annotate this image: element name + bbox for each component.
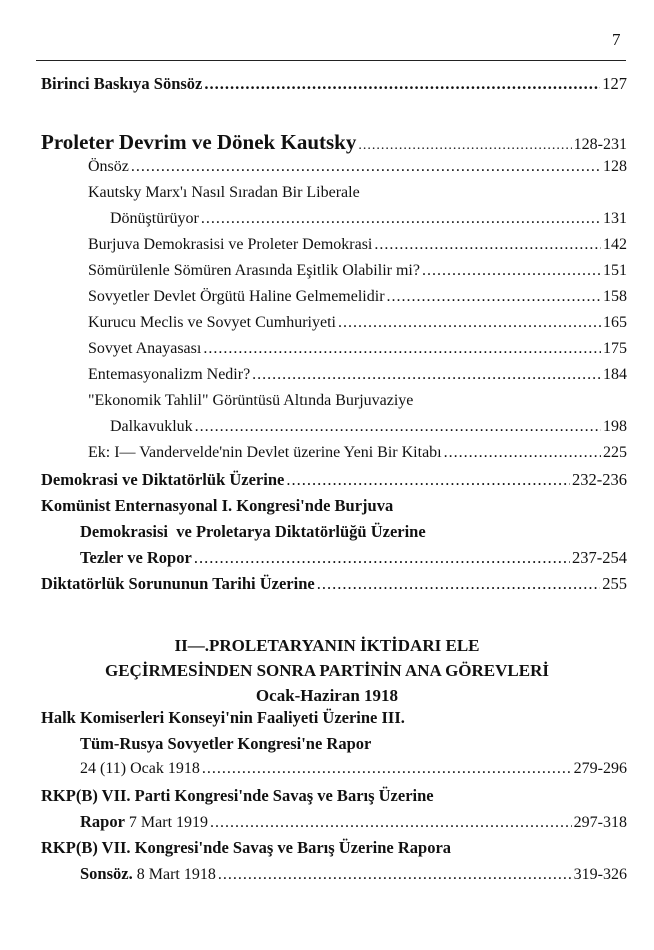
toc-entry-page: 255 [602, 574, 627, 593]
section-heading-line: GEÇİRMESİNDEN SONRA PARTİNİN ANA GÖREVLERİ [105, 661, 549, 680]
toc-entry-title-line: RKP(B) VII. Kongresi'nde Savaş ve Barış Üzerine Rapora [41, 838, 452, 857]
dot-leader [201, 210, 601, 228]
toc-entry-title: Burjuva Demokrasisi ve Proleter Demokrasi [88, 236, 373, 253]
header-rule [36, 60, 626, 61]
toc-entry [0, 864, 654, 890]
toc-entry-page: 279-296 [573, 760, 627, 777]
toc-entry-title: Önsöz [88, 158, 129, 175]
dot-leader [210, 814, 572, 832]
toc-entry-title: Proleter Devrim ve Dönek Kautsky [41, 130, 357, 154]
toc-entry-page: 184 [603, 366, 627, 383]
toc-entry-page: 151 [603, 262, 627, 279]
toc-entry [0, 236, 654, 262]
toc-entry-page: 127 [602, 74, 627, 93]
dot-leader [252, 366, 601, 384]
dot-leader [202, 760, 572, 778]
toc-entry-page: 165 [603, 314, 627, 331]
dot-leader [387, 288, 601, 306]
toc-entry-page: 175 [603, 340, 627, 357]
dot-leader [203, 340, 601, 358]
toc-entry-page: 232-236 [572, 470, 627, 489]
toc-entry-title: Ek: I— Vandervelde'nin Devlet üzerine Yeni Bir Kitabı [88, 444, 442, 461]
dot-leader [286, 470, 570, 490]
toc-entry-title: Diktatörlük Sorununun Tarihi Üzerine [41, 574, 315, 593]
toc-entry-title-bold: Rapor [80, 812, 125, 831]
section-heading-date: Ocak-Haziran 1918 [255, 686, 399, 705]
toc-entry-page: 297-318 [573, 814, 627, 831]
toc-entry [0, 130, 654, 158]
toc-entry [0, 340, 654, 366]
toc-entry-title-line: Kautsky Marx'ı Nasıl Sıradan Bir Liberale [88, 184, 360, 201]
toc-entry [0, 760, 654, 786]
toc-entry [0, 548, 654, 574]
page-number: 7 [612, 30, 621, 49]
toc-entry-title [80, 864, 216, 884]
toc-entry-title-line: Halk Komiserleri Konseyi'nin Faaliyeti Üzerine III. [41, 708, 405, 727]
toc-entry [0, 470, 654, 496]
section-heading [0, 633, 654, 708]
toc-entry-title: Sömürülenle Sömüren Arasında Eşitlik Olabilir mi? [88, 262, 420, 279]
toc-entry [0, 314, 654, 340]
dot-leader [338, 314, 601, 332]
toc-entry-page: 128-231 [573, 136, 627, 153]
toc-entry-title: Sovyetler Devlet Örgütü Haline Gelmemelidir [88, 288, 385, 305]
dot-leader [195, 418, 601, 436]
toc-entry-page: 237-254 [572, 548, 627, 567]
toc-entry [0, 262, 654, 288]
toc-entry-page: 319-326 [573, 866, 627, 883]
toc-entry-page: 131 [603, 210, 627, 227]
toc-entry-title: Dalkavukluk [110, 418, 193, 435]
dot-leader [374, 236, 601, 254]
toc-entry-page: 198 [603, 418, 627, 435]
dot-leader [218, 866, 572, 884]
toc-entry-page: 128 [603, 158, 627, 175]
toc-entry [0, 210, 654, 236]
dot-leader [194, 548, 570, 568]
dot-leader [317, 574, 601, 594]
toc-entry [0, 74, 654, 98]
toc-entry-title: Entemasyonalizm Nedir? [88, 366, 251, 383]
dot-leader [204, 74, 600, 94]
toc-entry [0, 444, 654, 470]
toc-entry-page: 158 [603, 288, 627, 305]
table-of-contents [0, 74, 654, 890]
toc-entry [0, 366, 654, 392]
toc-entry [0, 812, 654, 838]
toc-entry-title: Sovyet Anayasası [88, 340, 202, 357]
toc-entry-title: Kurucu Meclis ve Sovyet Cumhuriyeti [88, 314, 336, 331]
toc-entry-date: 7 Mart 1919 [128, 814, 209, 831]
toc-entry-title: 24 (11) Ocak 1918 [80, 760, 200, 777]
toc-entry-title: Demokrasi ve Diktatörlük Üzerine [41, 470, 285, 489]
toc-entry-title: Tezler ve Ropor [80, 548, 192, 567]
toc-entry-page: 142 [603, 236, 627, 253]
dot-leader [422, 262, 601, 280]
toc-entry [0, 158, 654, 184]
toc-entry-title-line: "Ekonomik Tahlil" Görüntüsü Altında Burjuvaziye [88, 392, 414, 409]
toc-entry [0, 418, 654, 444]
toc-entry-page: 225 [603, 444, 627, 461]
toc-entry-title [80, 812, 208, 832]
dot-leader [131, 158, 601, 176]
toc-entry-title-line: Demokrasisi ve Proletarya Diktatörlüğü Üzerine [80, 522, 426, 541]
toc-entry-title: Birinci Baskıya Sönsöz [41, 74, 203, 93]
section-heading-line: II—.PROLETARYANIN İKTİDARI ELE [174, 636, 480, 655]
toc-entry [0, 574, 654, 600]
toc-entry-title: Dönüştürüyor [110, 210, 199, 227]
toc-entry-title-line: Tüm-Rusya Sovyetler Kongresi'ne Rapor [80, 734, 372, 753]
toc-entry [0, 288, 654, 314]
toc-entry-title-line: RKP(B) VII. Parti Kongresi'nde Savaş ve Barış Üzerine [41, 786, 434, 805]
dot-leader [358, 138, 571, 154]
toc-entry-title-line: Komünist Enternasyonal I. Kongresi'nde Burjuva [41, 496, 394, 515]
dot-leader [444, 444, 601, 462]
toc-entry-date: 8 Mart 1918 [136, 866, 216, 883]
toc-entry-title-bold: Sonsöz. [80, 864, 133, 883]
